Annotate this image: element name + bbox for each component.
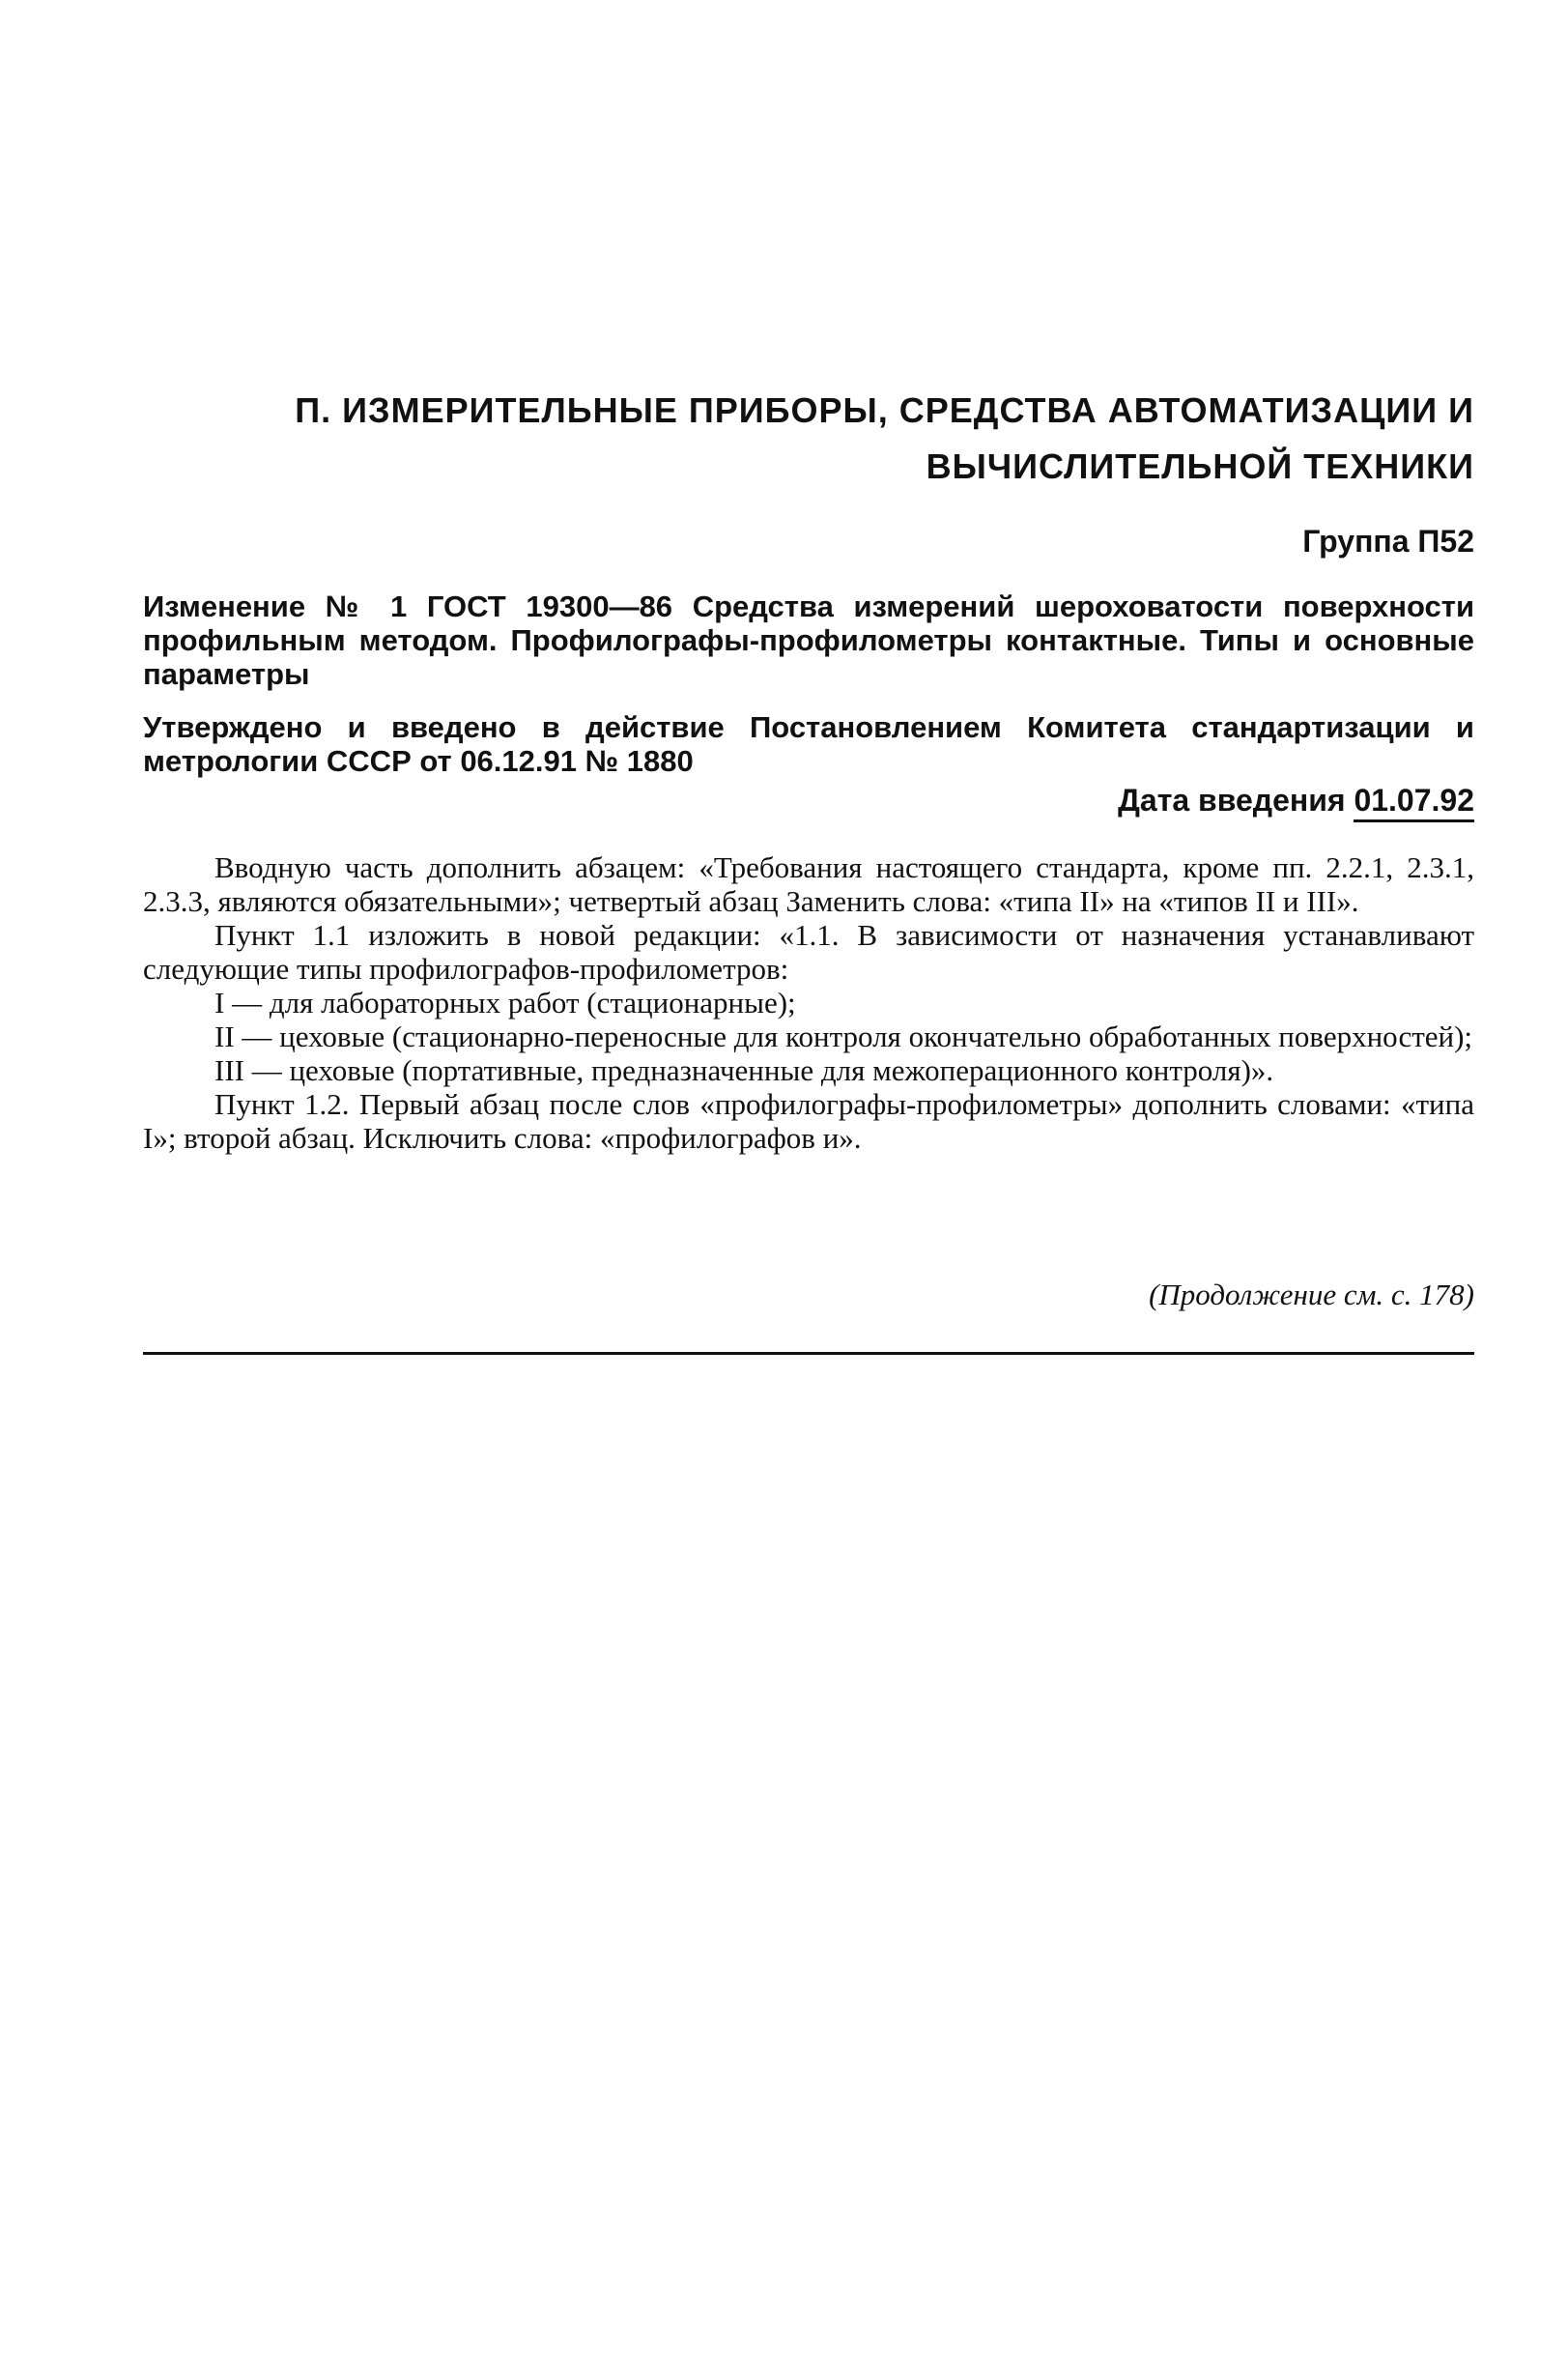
approval-statement: Утверждено и введено в действие Постановлением Комитета стандартизации и метрологии СССР от 06.12.91 № 1880 bbox=[143, 710, 1474, 778]
section-title-line-1: П. ИЗМЕРИТЕЛЬНЫЕ ПРИБОРЫ, СРЕДСТВА АВТОМАТИЗАЦИИ И bbox=[295, 390, 1474, 430]
amendment-body bbox=[143, 850, 1474, 1155]
introduction-date-label: Дата введения bbox=[1118, 783, 1346, 818]
group-code: Группа П52 bbox=[1302, 524, 1474, 559]
bottom-divider bbox=[143, 1352, 1474, 1355]
continuation-note: (Продолжение см. с. 178) bbox=[1149, 1278, 1474, 1311]
introduction-date-value: 01.07.92 bbox=[1354, 783, 1474, 822]
paragraph-clause-1-2: Пункт 1.2. Первый абзац после слов «профилографы-профилометры» дополнить словами: «типа I»; второй абзац. Исключить слова: «профилографов и». bbox=[143, 1087, 1474, 1155]
paragraph-clause-1-1: Пункт 1.1 изложить в новой редакции: «1.1. В зависимости от назначения устанавливают следующие типы профилографов-профилометров: bbox=[143, 918, 1474, 986]
list-item-type-2: II — цеховые (стационарно-переносные для контроля окончательно обработанных поверхностей); bbox=[214, 1020, 1473, 1053]
section-title-line-2: ВЫЧИСЛИТЕЛЬНОЙ ТЕХНИКИ bbox=[926, 446, 1474, 486]
introduction-date bbox=[143, 781, 1474, 819]
list-item-type-3: III — цеховые (портативные, предназначенные для межоперационного контроля)». bbox=[214, 1053, 1274, 1087]
list-item-type-1: I — для лабораторных работ (стационарные); bbox=[214, 986, 796, 1020]
change-title: Изменение № 1 ГОСТ 19300—86 Средства измерений шероховатости поверхности профильным методом. Профилографы-профилометры контактные. Типы и основные параметры bbox=[143, 589, 1474, 691]
section-title bbox=[143, 383, 1474, 495]
paragraph-intro: Вводную часть дополнить абзацем: «Требования настоящего стандарта, кроме пп. 2.2.1, 2.3.1, 2.3.3, являются обязательными»; четвертый абзац Заменить слова: «типа II» на «типов II и III». bbox=[143, 850, 1474, 918]
